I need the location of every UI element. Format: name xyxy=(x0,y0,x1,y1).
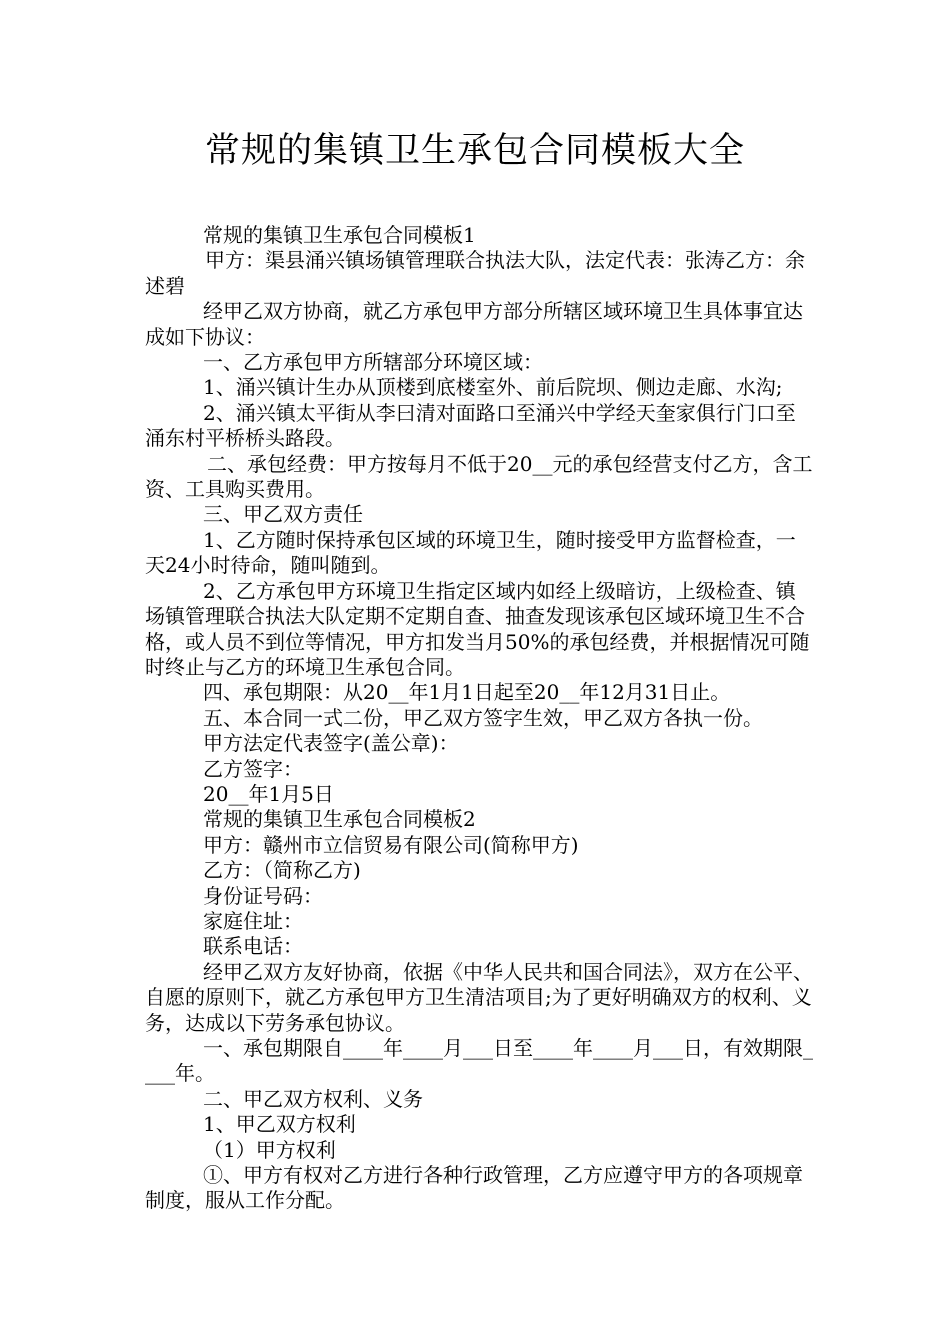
field-line: 家庭住址： xyxy=(203,908,303,933)
clause-heading: 一、乙方承包甲方所辖部分环境区域： xyxy=(203,350,543,375)
signature-line: 甲方法定代表签字(盖公章)： xyxy=(203,731,459,756)
document-title: 常规的集镇卫生承包合同模板大全 xyxy=(204,131,745,171)
paragraph: 2、涌兴镇太平街从李曰清对面路口至涌兴中学经天奎家俱行门口至涌东村平桥桥头路段。 xyxy=(145,400,796,451)
party-line: 乙方：（简称乙方) xyxy=(203,858,361,883)
party-line: 甲方：赣州市立信贸易有限公司(简称甲方) xyxy=(203,832,579,857)
section-heading-template-2: 常规的集镇卫生承包合同模板2 xyxy=(203,807,476,832)
paragraph: 1、乙方随时保持承包区域的环境卫生，随时接受甲方监督检查，一天24小时待命，随叫随到。 xyxy=(145,527,796,578)
paragraph: 一、承包期限自____年____月___日至____年____月___日，有效期限____年。 xyxy=(145,1036,813,1086)
section-heading-template-1: 常规的集镇卫生承包合同模板1 xyxy=(203,223,476,247)
clause-heading: 1、甲乙双方权利 xyxy=(203,1112,356,1137)
paragraph: 四、承包期限：从20__年1月1日起至20__年12月31日止。 xyxy=(203,680,731,705)
clause-heading: 三、甲乙双方责任 xyxy=(203,502,363,527)
clause-heading: （1）甲方权利 xyxy=(203,1137,336,1162)
paragraph: 1、涌兴镇计生办从顶楼到底楼室外、前后院坝、侧边走廊、水沟; xyxy=(203,375,783,400)
paragraph: 五、本合同一式二份，甲乙双方签字生效，甲乙双方各执一份。 xyxy=(203,705,763,730)
date-line: 20__年1月5日 xyxy=(203,781,334,806)
clause-heading: 二、甲乙双方权利、义务 xyxy=(203,1086,423,1111)
document-body xyxy=(145,223,815,1214)
paragraph: ①、甲方有权对乙方进行各种行政管理，乙方应遵守甲方的各项规章制度，服从工作分配。 xyxy=(145,1163,803,1213)
signature-line: 乙方签字： xyxy=(203,756,303,781)
field-line: 身份证号码： xyxy=(203,883,323,908)
paragraph: 2、乙方承包甲方环境卫生指定区域内如经上级暗访，上级检查、镇场镇管理联合执法大队定期不定期自查、抽查发现该承包区域环境卫生不合格，或人员不到位等情况，甲方扣发当月50%的承包经费，并根据情况可随时终止与乙方的环境卫生承包合同。 xyxy=(145,578,810,679)
paragraph: 经甲乙双方协商，就乙方承包甲方部分所辖区域环境卫生具体事宜达成如下协议： xyxy=(145,299,803,349)
paragraph: 经甲乙双方友好协商，依据《中华人民共和国合同法》，双方在公平、自愿的原则下，就乙方承包甲方卫生清洁项目;为了更好明确双方的权利、义务，达成以下劳务承包协议。 xyxy=(145,959,813,1035)
party-a-b-line: 甲方：渠县涌兴镇场镇管理联合执法大队，法定代表：张涛乙方：余述碧 xyxy=(145,248,805,298)
paragraph: 二、承包经费：甲方按每月不低于20__元的承包经营支付乙方，含工资、工具购买费用。 xyxy=(145,451,813,502)
field-line: 联系电话： xyxy=(203,934,303,959)
